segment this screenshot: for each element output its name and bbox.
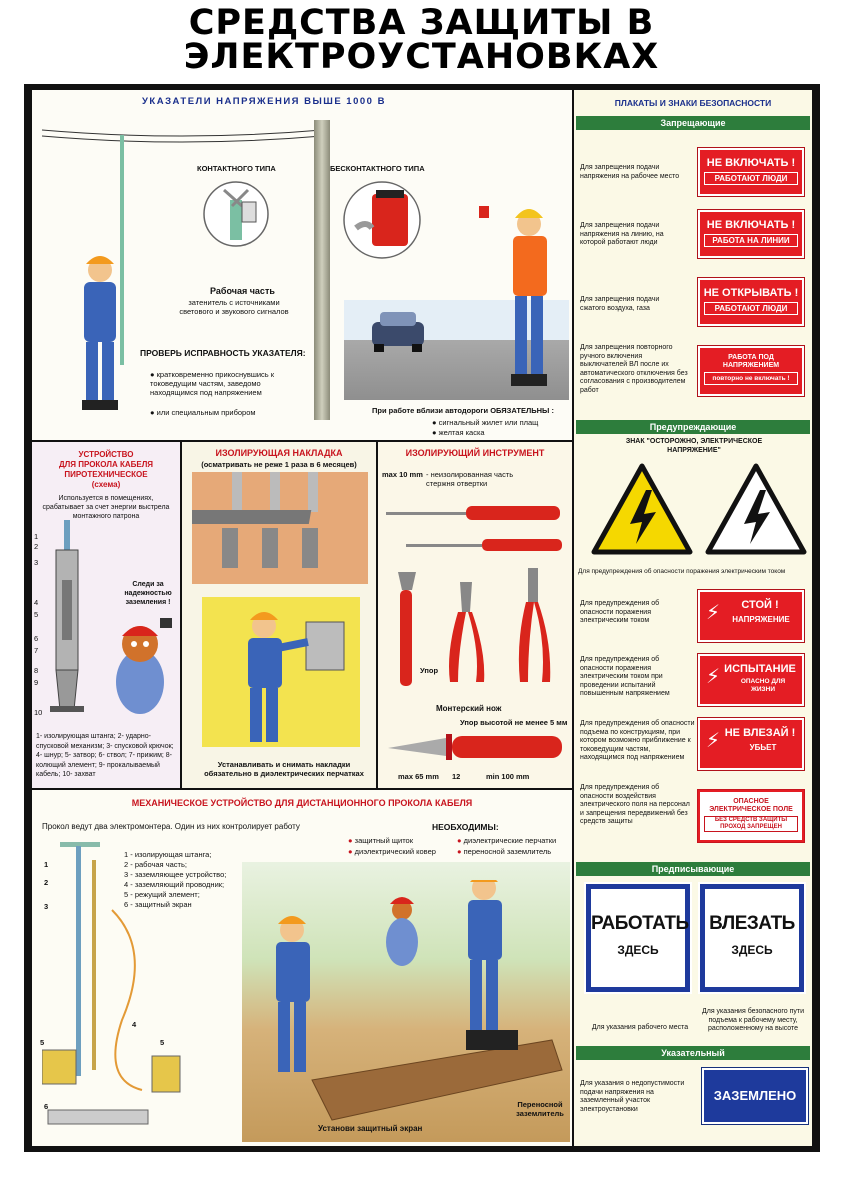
mech-intro: Прокол ведут два электромонтера. Один из них контролирует работу bbox=[42, 822, 300, 831]
mech-need-4-text: переносной заземлитель bbox=[463, 847, 552, 856]
red-arrow-icon: ⚡ bbox=[706, 730, 721, 752]
worker-with-vest-illustration bbox=[477, 200, 567, 400]
mech-legend-item: 4 - заземляющий проводник; bbox=[124, 880, 225, 889]
signs-heading: ПЛАКАТЫ И ЗНАКИ БЕЗОПАСНОСТИ bbox=[614, 98, 772, 108]
sign-ispytanie bbox=[698, 654, 804, 706]
sign-line-2: повторно не включать ! bbox=[704, 372, 798, 385]
workers-puncture-illustration bbox=[252, 880, 570, 1130]
tools-heading: ИЗОЛИРУЮЩИЙ ИНСТРУМЕНТ bbox=[405, 448, 545, 458]
section-warn: Предупреждающие bbox=[576, 420, 810, 434]
mech-legend-item: 3 - заземляющее устройство; bbox=[124, 870, 227, 879]
pyro-heading bbox=[36, 450, 176, 490]
sign-rabotat-zdes bbox=[586, 884, 690, 992]
road-item-2-text: желтая каска bbox=[438, 428, 485, 437]
pyro-follow: Следи за надежностью заземления ! bbox=[124, 581, 172, 606]
sign-rabota-pod-napryazheniem bbox=[698, 346, 804, 396]
check-item-1-text: кратковременно прикоснувшись к токоведущим частям, заведомо находящимся под напряжением bbox=[150, 370, 275, 397]
contactless-type-circle bbox=[342, 180, 422, 260]
voltage-heading: УКАЗАТЕЛИ НАПРЯЖЕНИЯ ВЫШЕ 1000 В bbox=[142, 96, 386, 107]
bullet-icon: ● bbox=[432, 418, 439, 427]
yellow-lightning-triangle-icon bbox=[590, 462, 694, 556]
bullet-icon: ● bbox=[150, 370, 157, 379]
pyro-legend: 1- изолирующая штанга; 2- ударно-спусковой механизм; 3- спусковой крючок; 4- шнур; 5- затвор; 6- ствол; 7- прижим; 8- колющий элемент; 9- прокалываемый кабель; 10- захват bbox=[36, 733, 174, 778]
sign-ne-otkryvat bbox=[698, 278, 804, 326]
sign-line-2: РАБОТАЮТ ЛЮДИ bbox=[704, 302, 798, 315]
sign-line-1: НЕ ОТКРЫВАТЬ ! bbox=[703, 287, 799, 299]
section-indic: Указательный bbox=[576, 1046, 810, 1060]
mech-need-2 bbox=[348, 847, 436, 856]
bullet-icon: ● bbox=[348, 836, 355, 845]
pyro-num: 8 bbox=[34, 666, 39, 675]
worker-installing-pads-illustration bbox=[222, 602, 362, 752]
title-line-2: ЭЛЕКТРОУСТАНОВКАХ bbox=[183, 37, 660, 77]
sign-line-2: РАБОТАЮТ ЛЮДИ bbox=[704, 172, 798, 185]
mech-num: 3 bbox=[44, 902, 49, 911]
mech-num: 4 bbox=[132, 1020, 137, 1029]
mech-num: 5 bbox=[160, 1038, 165, 1047]
sign-ne-vklyuchat-rabota-na-linii bbox=[698, 210, 804, 258]
warn-1-desc: Для предупреждения об опасности поражения электрическим током bbox=[580, 600, 660, 624]
sign-line-2: БЕЗ СРЕДСТВ ЗАЩИТЫ ПРОХОД ЗАПРЕЩЕН bbox=[704, 816, 798, 832]
warn-2-desc: Для предупреждения об опасности поражения электрическим током при проведении испытаний повышенным напряжением bbox=[580, 656, 670, 697]
check-item-2-text: или специальным прибором bbox=[156, 408, 256, 417]
red-arrow-icon: ⚡ bbox=[706, 602, 721, 624]
pyro-number-labels bbox=[34, 532, 46, 718]
power-pole bbox=[314, 120, 330, 420]
sign-zazemleno bbox=[702, 1068, 808, 1124]
road-item-1 bbox=[432, 418, 538, 427]
mech-device-scheme bbox=[42, 840, 232, 1130]
pyro-desc: Используется в помещениях, срабатывает за счет энергии выстрела монтажного патрона bbox=[42, 495, 170, 520]
contact-type-label: КОНТАКТНОГО ТИПА bbox=[197, 164, 276, 173]
prescr-2-desc: Для указания безопасного пути подъема к рабочему месту, расположенному на высоте bbox=[702, 1008, 804, 1032]
sign-line-1: НЕ ВЛЕЗАЙ ! bbox=[724, 727, 796, 739]
sign-line-1: РАБОТАТЬ bbox=[591, 913, 689, 934]
mech-need-3-text: диэлектрические перчатки bbox=[463, 836, 557, 845]
sign-line-1: РАБОТА ПОД НАПРЯЖЕНИЕМ bbox=[722, 354, 780, 369]
mech-num: 6 bbox=[44, 1102, 49, 1111]
title-line-1: СРЕДСТВА ЗАЩИТЫ В bbox=[188, 3, 655, 43]
sign-line-1: ОПАСНОЕ ЭЛЕКТРИЧЕСКОЕ ПОЛЕ bbox=[709, 798, 793, 813]
sign-stoy-napryazhenie bbox=[698, 590, 804, 642]
contactless-type-label: БЕСКОНТАКТНОГО ТИПА bbox=[330, 164, 425, 173]
section-prescr: Предписывающие bbox=[576, 862, 810, 876]
white-lightning-triangle-icon bbox=[704, 462, 808, 556]
pyro-heading-1: УСТРОЙСТВО bbox=[78, 450, 134, 459]
overlay-sub: (осматривать не реже 1 раза в 6 месяцев) bbox=[201, 460, 357, 469]
mech-need-4 bbox=[457, 847, 551, 856]
road-item-1-text: сигнальный жилет или плащ bbox=[438, 418, 539, 427]
mech-legend-item: 1 - изолирующая штанга; bbox=[124, 850, 212, 859]
overlay-pads-illustration bbox=[192, 472, 368, 584]
warn-3-desc: Для предупреждения об опасности подъема по конструкциям, при котором возможно приближение к токоведущим частям, находящимся под напряжением bbox=[580, 720, 695, 761]
sign-line-2: ЗДЕСЬ bbox=[617, 943, 659, 957]
sign-line-1: ИСПЫТАНИЕ bbox=[724, 663, 796, 675]
tools-stop-label: Упор bbox=[420, 666, 439, 675]
knife-illustration bbox=[386, 728, 566, 768]
insulating-overlay-panel bbox=[182, 442, 376, 788]
forbid-4-desc: Для запрещения повторного ручного включения выключателей ВЛ после их автоматического отключения без согласования с производителем работ bbox=[580, 344, 688, 394]
car-illustration bbox=[368, 308, 428, 353]
pyro-num: 4 bbox=[34, 598, 39, 607]
mech-need-3 bbox=[457, 836, 556, 845]
sign-opasnoe-pole bbox=[698, 790, 804, 842]
pyro-device-panel bbox=[32, 442, 180, 788]
mech-num: 5 bbox=[40, 1038, 45, 1047]
mech-need-2-text: диэлектрический ковер bbox=[354, 847, 436, 856]
check-item-1 bbox=[150, 370, 310, 397]
insulating-tools-panel bbox=[378, 442, 572, 788]
sign-line-1: СТОЙ ! bbox=[741, 599, 779, 611]
mech-legend-item: 5 - режущий элемент; bbox=[124, 890, 200, 899]
sign-line-2: НАПРЯЖЕНИЕ bbox=[732, 615, 790, 624]
road-item-2 bbox=[432, 428, 485, 437]
sign-line-1: ВЛЕЗАТЬ bbox=[709, 913, 795, 934]
sign-line-2: ОПАСНО ДЛЯ ЖИЗНИ bbox=[740, 678, 786, 693]
tools-noninsulated: - неизолированная часть стержня отвертки bbox=[426, 470, 514, 488]
check-title: ПРОВЕРЬ ИСПРАВНОСТЬ УКАЗАТЕЛЯ: bbox=[140, 348, 306, 358]
mech-num: 2 bbox=[44, 878, 49, 887]
pyro-device-scheme bbox=[46, 520, 98, 730]
mechanical-puncture-panel bbox=[32, 790, 572, 1146]
pyro-num: 10 bbox=[34, 708, 43, 717]
pyro-heading-4: (схема) bbox=[91, 480, 121, 489]
section-forbid: Запрещающие bbox=[576, 116, 810, 130]
pyro-num: 5 bbox=[34, 610, 39, 619]
mech-needed: НЕОБХОДИМЫ: bbox=[432, 822, 499, 832]
sign-ne-vlezay bbox=[698, 718, 804, 770]
sign-line-2: УБЬЕТ bbox=[749, 743, 777, 752]
contact-type-circle bbox=[202, 180, 270, 248]
forbid-2-desc: Для запрещения подачи напряжения на линию, на которой работают люди bbox=[580, 222, 664, 246]
bullet-icon: ● bbox=[432, 428, 439, 437]
znak-desc: Для предупреждения об опасности поражения электрическим током bbox=[578, 568, 786, 575]
forbid-3-desc: Для запрещения подачи сжатого воздуха, газа bbox=[580, 296, 660, 312]
bullet-icon: ● bbox=[348, 847, 355, 856]
sign-line-2: ЗДЕСЬ bbox=[731, 943, 773, 957]
tools-max65: max 65 mm bbox=[398, 772, 439, 781]
tools-knife-title: Монтерский нож bbox=[436, 704, 502, 713]
tools-min100: min 100 mm bbox=[486, 772, 530, 781]
pyro-num: 9 bbox=[34, 678, 39, 687]
safety-signs-panel bbox=[574, 90, 812, 1146]
check-item-2 bbox=[150, 408, 310, 417]
mech-need-1 bbox=[348, 836, 413, 845]
sign-line-2: РАБОТА НА ЛИНИИ bbox=[704, 234, 798, 247]
bullet-icon: ● bbox=[150, 408, 157, 417]
mech-legend-item: 6 - защитный экран bbox=[124, 900, 192, 909]
pyro-num: 3 bbox=[34, 558, 39, 567]
pyro-num: 2 bbox=[34, 542, 39, 551]
voltage-indicators-panel bbox=[32, 90, 572, 440]
beaver-mascot-illustration bbox=[106, 612, 178, 722]
wrench-pliers-illustration bbox=[386, 562, 566, 692]
bullet-icon: ● bbox=[457, 836, 464, 845]
tools-stop-height: Упор высотой не менее 5 мм bbox=[460, 718, 568, 727]
sign-ne-vklyuchat-rabotayut-lyudi bbox=[698, 148, 804, 196]
worker-with-indicator-illustration bbox=[52, 130, 142, 430]
znak-title: ЗНАК "ОСТОРОЖНО, ЭЛЕКТРИЧЕСКОЕ НАПРЯЖЕНИЕ" bbox=[625, 438, 763, 454]
mech-screen: Установи защитный экран bbox=[318, 1124, 423, 1133]
sign-line-1: НЕ ВКЛЮЧАТЬ ! bbox=[706, 157, 796, 169]
mech-heading: МЕХАНИЧЕСКОЕ УСТРОЙСТВО ДЛЯ ДИСТАНЦИОННОГО ПРОКОЛА КАБЕЛЯ bbox=[131, 798, 473, 808]
screwdrivers-illustration bbox=[386, 492, 566, 562]
bullet-icon: ● bbox=[457, 847, 464, 856]
pyro-num: 7 bbox=[34, 646, 39, 655]
overlay-caption: Устанавливать и снимать накладки обязательно в диэлектрических перчатках bbox=[204, 760, 364, 778]
pyro-heading-3: ПИРОТЕХНИЧЕСКОЕ bbox=[64, 470, 148, 479]
poster-frame bbox=[24, 84, 820, 1152]
sign-line-1: НЕ ВКЛЮЧАТЬ ! bbox=[706, 219, 796, 231]
tools-12: 12 bbox=[452, 772, 461, 781]
mech-need-1-text: защитный щиток bbox=[354, 836, 413, 845]
mech-num: 1 bbox=[44, 860, 49, 869]
mech-legend-item: 2 - рабочая часть; bbox=[124, 860, 187, 869]
mech-portable: Переносной заземлитель bbox=[516, 1100, 564, 1118]
pyro-heading-2: ДЛЯ ПРОКОЛА КАБЕЛЯ bbox=[58, 460, 154, 469]
tools-max10: max 10 mm bbox=[382, 470, 423, 479]
red-arrow-icon: ⚡ bbox=[706, 666, 721, 688]
road-title: При работе вблизи автодороги ОБЯЗАТЕЛЬНЫ : bbox=[372, 406, 554, 415]
prescr-1-desc: Для указания рабочего места bbox=[591, 1024, 689, 1031]
pyro-num: 1 bbox=[34, 532, 39, 541]
working-part-desc: затенитель с источниками светового и звукового сигналов bbox=[179, 298, 289, 316]
pyro-num: 6 bbox=[34, 634, 39, 643]
sign-line-1: ЗАЗЕМЛЕНО bbox=[713, 1088, 797, 1103]
warn-4-desc: Для предупреждения об опасности воздействия электрического поля на персонал и запрещения передвижений без средств защиты bbox=[580, 784, 690, 825]
forbid-1-desc: Для запрещения подачи напряжения на рабочее место bbox=[580, 164, 680, 180]
indic-1-desc: Для указания о недопустимости подачи напряжения на заземленный участок электроустановки bbox=[580, 1080, 685, 1113]
overlay-heading: ИЗОЛИРУЮЩАЯ НАКЛАДКА bbox=[215, 448, 343, 458]
poster-title bbox=[0, 3, 843, 77]
working-part-title: Рабочая часть bbox=[210, 286, 275, 296]
sign-vlezat-zdes bbox=[700, 884, 804, 992]
